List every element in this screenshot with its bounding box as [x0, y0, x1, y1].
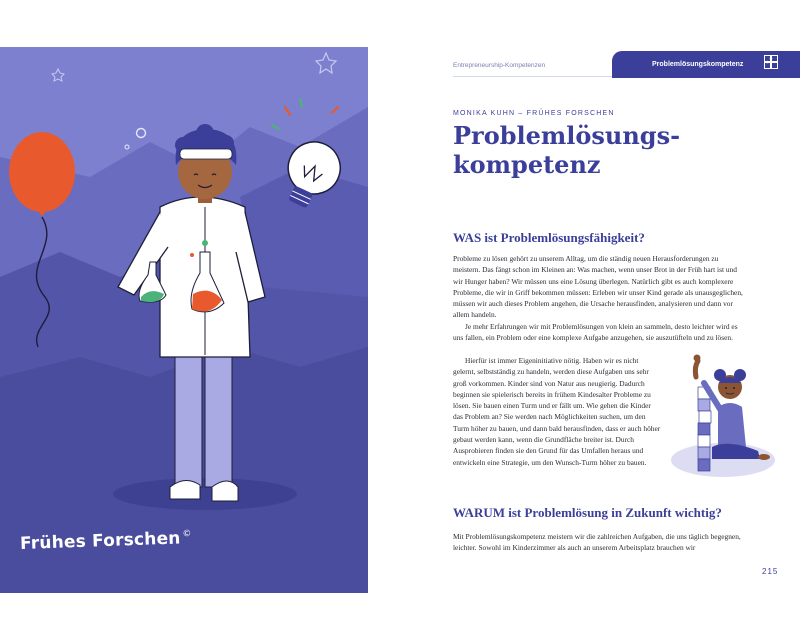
paragraph: Probleme zu lösen gehört zu unserem Alltag, um die ständig neuen Herausforderungen zu meistern. Das fängt schon im Kleinen an: Was machen, wenn unser Brot in der Früh hart ist und wir Hunger haben? Wir müssen uns eine Lösung überlegen. Natürlich gibt es auch komplexere Probleme, die wir in Griff bekommen müssen: Erleben wir unser Kind gerade als unausgeglichen, müssen wir auch dieses Problem angehen, die Ursache herausfinden, analysieren und dann vor allem handeln.	[453, 254, 743, 320]
chapter-title: Problemlösungs- kompetenz	[453, 121, 681, 179]
chapter-tab-label: Problemlösungskompetenz	[652, 61, 744, 68]
brand-logo: Frühes Forschen©	[19, 528, 192, 554]
body-text-intro	[453, 253, 745, 343]
body-text-warum	[453, 531, 745, 554]
running-head: Entrepreneurship-Kompetenzen	[453, 62, 546, 69]
chapter-tab	[612, 51, 800, 78]
paragraph: Mit Problemlösungskompetenz meistern wir die zahlreichen Aufgaben, die uns täglich begegnen, leichter. Sowohl im Kinderzimmer als auch an unserem Arbeitsplatz brauchen wir	[453, 532, 741, 553]
paragraph: Hierfür ist immer Eigeninitiative nötig. Haben wir es nicht gelernt, selbstständig zu handeln, werden diese Aufgaben uns sehr groß vorkommen. Kinder sind von Natur aus neugierig. Dadurch beginnen sie spielerisch bereits in frühem Kindesalter Probleme zu lösen. Sie bauen einen Turm und er fällt um. Wie gehen die Kinder das Problem an? Sie werden nach Möglichkeiten suchen, um den Turm höher zu bauen, und dann bald herausfinden, dass er auch höher gebaut werden kann, wenn die Grundfläche breiter ist. Durch Ausprobieren finden sie den Grund für das Umfallen heraus und entwickeln eine Strategie, um den Wunsch-Turm höher zu bauen.	[453, 356, 661, 467]
block-tower-child-illustration	[668, 347, 778, 482]
right-page-text	[368, 47, 800, 593]
book-spread	[0, 47, 800, 593]
scientist-child-illustration	[0, 47, 368, 593]
author-line: MONIKA KUHN – FRÜHES FORSCHEN	[453, 110, 615, 117]
section-heading-warum: WARUM ist Problemlösung in Zukunft wichtig?	[453, 505, 722, 520]
running-head-rule	[453, 76, 613, 77]
paragraph: Je mehr Erfahrungen wir mit Problemlösungen von klein an sammeln, desto leichter wird es uns fallen, ein Problem oder eine komplexe Aufgabe anzugehen, sie auszutüfteln und zu lösen.	[453, 321, 738, 343]
section-heading-was: WAS ist Problemlösungsfähigkeit?	[453, 230, 645, 245]
body-text-wrap	[453, 355, 661, 468]
left-page-illustration	[0, 47, 368, 593]
puzzle-icon	[763, 54, 779, 70]
page-number: 215	[762, 567, 779, 576]
